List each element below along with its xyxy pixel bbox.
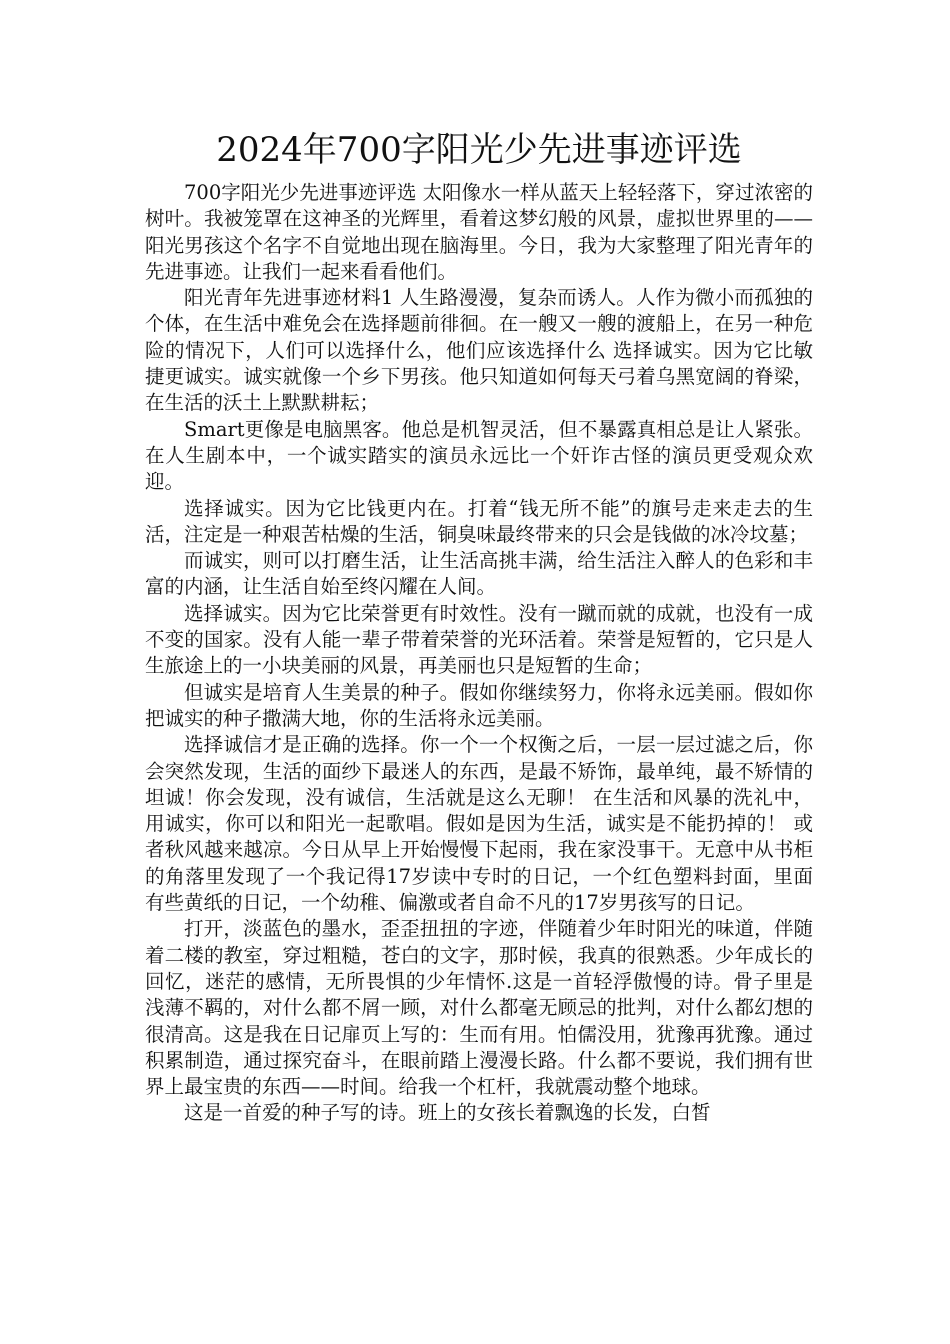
paragraph: 选择诚信才是正确的选择。你一个一个权衡之后，一层一层过滤之后，你会突然发现，生活的面纱下最迷人的东西，是最不矫饰，最单纯，最不矫情的坦诚！你会发现，没有诚信，生活就是这么无聊！ 在生活和风暴的洗礼中，用诚实，你可以和阳光一起歌唱。假如是因为生活，诚实是不能扔掉的！ 或者秋风越来越凉。今日从早上开始慢慢下起雨，我在家没事干。无意中从书柜的角落里发现了一个我记得17岁读中专时的日记，一个红色塑料封面，里面有些黄纸的日记，一个幼稚、偏激或者自命不凡的17岁男孩写的日记。 <box>145 733 813 915</box>
paragraph: 这是一首爱的种子写的诗。班上的女孩长着飘逸的长发，白皙 <box>184 1101 711 1125</box>
document-title: 2024年700字阳光少先进事迹评选 <box>216 130 742 170</box>
paragraph: Smart更像是电脑黑客。他总是机智灵活，但不暴露真相总是让人紧张。在人生剧本中，一个诚实踏实的演员永远比一个奸诈古怪的演员更受观众欢迎。 <box>145 417 813 494</box>
paragraph: 选择诚实。因为它比钱更内在。打着“钱无所不能”的旗号走来走去的生活，注定是一种艰苦枯燥的生活，铜臭味最终带来的只会是钱做的冰冷坟墓； <box>145 496 813 546</box>
paragraph: 打开，淡蓝色的墨水，歪歪扭扭的字迹，伴随着少年时阳光的味道，伴随着二楼的教室，穿过粗糙，苍白的文字，那时候，我真的很熟悉。少年成长的回忆，迷茫的感情，无所畏惧的少年情怀.这是一首轻浮傲慢的诗。骨子里是浅薄不羁的，对什么都不屑一顾，对什么都毫无顾忌的批判，对什么都幻想的很清高。这是我在日记扉页上写的：生而有用。怕儒没用，犹豫再犹豫。通过积累制造，通过探究奋斗，在眼前踏上漫漫长路。什么都不要说，我们拥有世界上最宝贵的东西——时间。给我一个杠杆，我就震动整个地球。 <box>145 917 813 1099</box>
paragraph: 而诚实，则可以打磨生活，让生活高挑丰满，给生活注入醉人的色彩和丰富的内涵，让生活自始至终闪耀在人间。 <box>145 549 813 599</box>
paragraph: 阳光青年先进事迹材料1 人生路漫漫，复杂而诱人。人作为微小而孤独的个体，在生活中难免会在选择题前徘徊。在一艘又一艘的渡船上，在另一种危险的情况下，人们可以选择什么，他们应该选择什么 选择诚实。因为它比敏捷更诚实。诚实就像一个乡下男孩。他只知道如何每天弓着乌黑宽阔的脊梁，在生活的沃土上默默耕耘； <box>145 286 813 415</box>
paragraph: 但诚实是培育人生美景的种子。假如你继续努力，你将永远美丽。假如你把诚实的种子撒满大地，你的生活将永远美丽。 <box>145 680 813 730</box>
paragraph: 选择诚实。因为它比荣誉更有时效性。没有一蹴而就的成就，也没有一成不变的国家。没有人能一辈子带着荣誉的光环活着。荣誉是短暂的，它只是人生旅途上的一小块美丽的风景，再美丽也只是短暂的生命； <box>145 601 813 678</box>
paragraph: 700字阳光少先进事迹评选 太阳像水一样从蓝天上轻轻落下，穿过浓密的树叶。我被笼罩在这神圣的光辉里，看着这梦幻般的风景，虚拟世界里的——阳光男孩这个名字不自觉地出现在脑海里。今日，我为大家整理了阳光青年的先进事迹。让我们一起来看看他们。 <box>145 181 813 283</box>
document-page <box>145 128 813 1127</box>
